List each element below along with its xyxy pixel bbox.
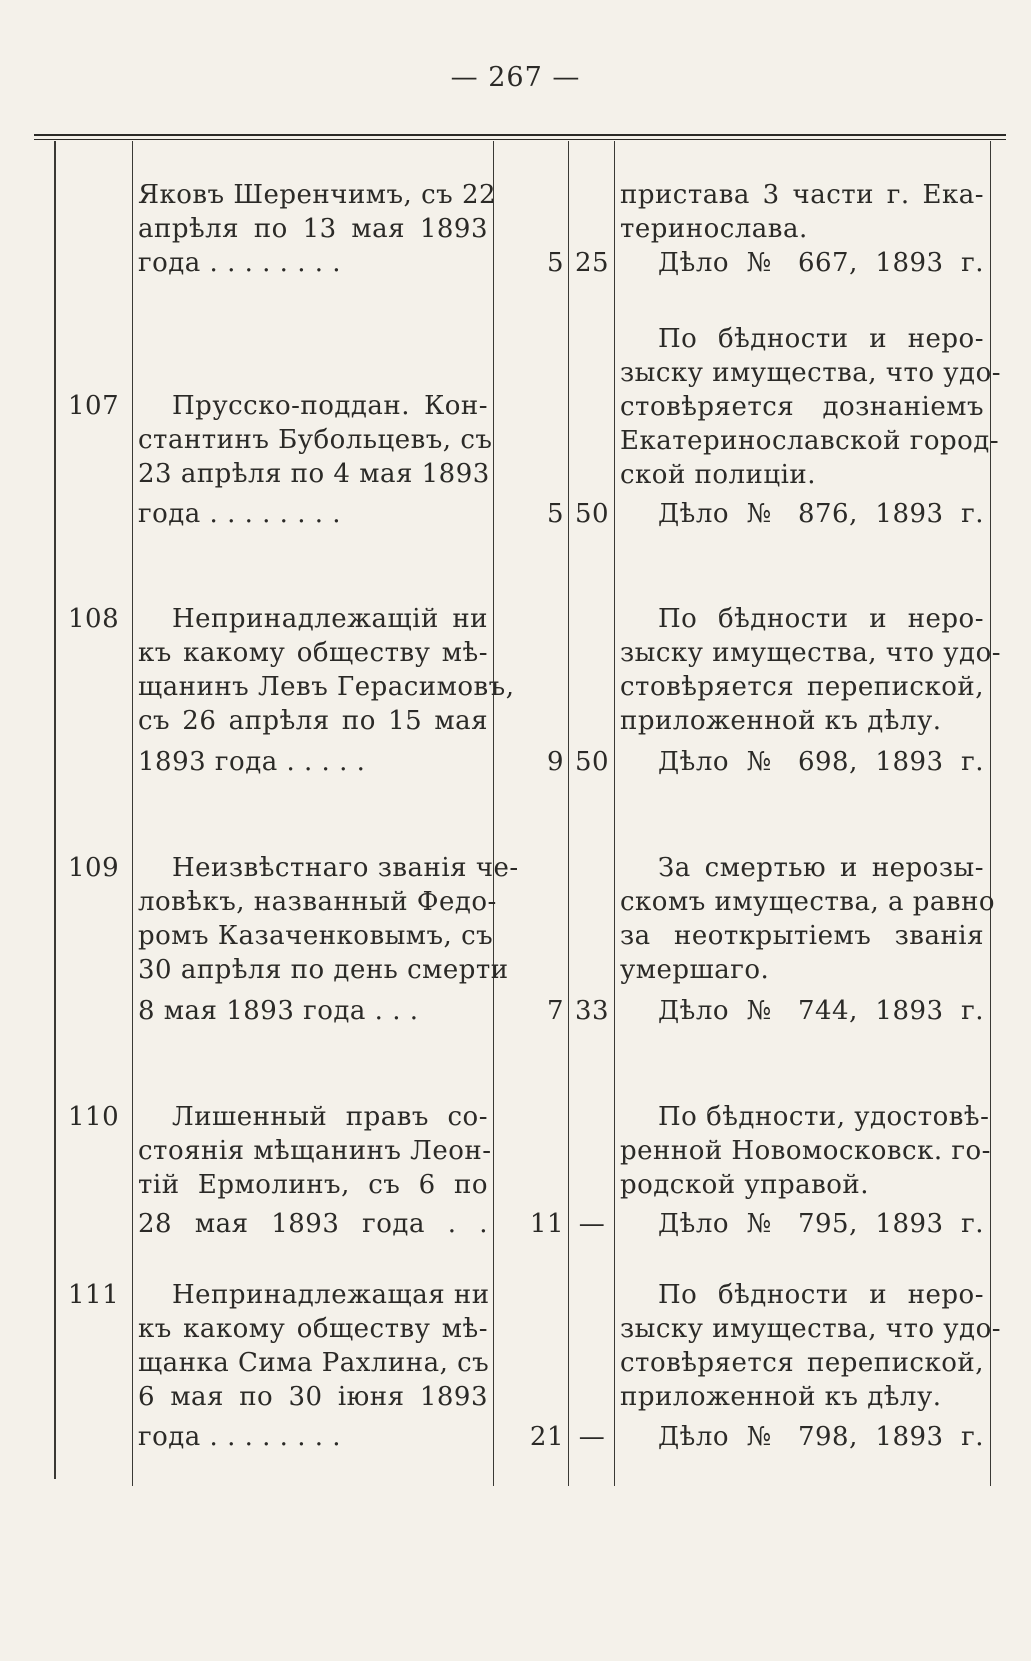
entry-number: 111 — [68, 1280, 120, 1310]
entry-description-line: 23 апрѣля по 4 мая 1893 — [138, 459, 490, 489]
entry-description-line: Лишенный правъ со- — [172, 1102, 488, 1132]
entry-kopecks: — — [578, 1209, 606, 1239]
column-rule-kopecks — [614, 141, 615, 1486]
entry-description-line: къ какому обществу мѣ- — [138, 638, 488, 668]
entry-note-line: пристава 3 части г. Ека- — [620, 180, 984, 210]
entry-description-line: щанинъ Левъ Герасимовъ, — [138, 672, 515, 702]
entry-number: 110 — [68, 1102, 120, 1132]
entry-description-line: года . . . . . . . . — [138, 499, 342, 529]
entry-note-line: приложенной къ дѣлу. — [620, 706, 942, 736]
entry-rubles: 5 — [546, 499, 564, 529]
entry-description-line: года . . . . . . . . — [138, 1422, 342, 1452]
entry-description-line: щанка Сима Рахлина, съ — [138, 1348, 490, 1378]
entry-note-line: Екатеринославской город- — [620, 426, 1000, 456]
entry-note-line: стовѣряется дознаніемъ — [620, 392, 984, 422]
entry-description-line: стантинъ Бубольцевъ, съ — [138, 425, 493, 455]
entry-description-line: стоянія мѣщанинъ Леон- — [138, 1136, 492, 1166]
entry-note-line: По бѣдности и неро- — [658, 1280, 984, 1310]
entry-description-line: съ 26 апрѣля по 15 мая — [138, 706, 488, 736]
entry-description-line: ромъ Казаченковымъ, съ — [138, 921, 494, 951]
entry-note-line: ской полиціи. — [620, 460, 817, 490]
entry-case-reference: Дѣло № 876, 1893 г. — [658, 499, 984, 529]
entry-kopecks: 33 — [574, 996, 610, 1026]
entry-case-reference: Дѣло № 698, 1893 г. — [658, 747, 984, 777]
entry-case-reference: Дѣло № 667, 1893 г. — [658, 248, 984, 278]
entry-rubles: 9 — [546, 747, 564, 777]
entry-description-line: тій Ермолинъ, съ 6 по — [138, 1170, 488, 1200]
entry-kopecks: 50 — [574, 747, 610, 777]
entry-description-line: Яковъ Шеренчимъ, съ 22 — [138, 180, 497, 210]
entry-note-line: стовѣряется перепиской, — [620, 1348, 984, 1378]
entry-description-line: 6 мая по 30 іюня 1893 — [138, 1382, 488, 1412]
entry-note-line: зыску имущества, что удо- — [620, 1314, 1002, 1344]
column-rule-right — [990, 141, 991, 1486]
entry-kopecks: 50 — [574, 499, 610, 529]
entry-description-line: Неизвѣстнаго званія че- — [172, 853, 519, 883]
entry-rubles: 5 — [546, 248, 564, 278]
entry-note-line: По бѣдности и неро- — [658, 324, 984, 354]
entry-note-line: За смертью и нерозы- — [658, 853, 984, 883]
entry-case-reference: Дѣло № 795, 1893 г. — [658, 1209, 984, 1239]
column-rule-rubles — [568, 141, 569, 1486]
column-rule-description — [493, 141, 494, 1486]
column-rule-number — [132, 141, 133, 1486]
entry-description-line: года . . . . . . . . — [138, 248, 342, 278]
entry-description-line: 30 апрѣля по день смерти — [138, 955, 509, 985]
entry-note-line: за неоткрытіемъ званія — [620, 921, 984, 951]
entry-note-line: ренной Новомосковск. го- — [620, 1136, 991, 1166]
entry-note-line: скомъ имущества, а равно — [620, 887, 996, 917]
entry-description-line: Непринадлежащая ни — [172, 1280, 490, 1310]
entry-description-line: апрѣля по 13 мая 1893 — [138, 214, 488, 244]
column-rule-left — [54, 141, 56, 1479]
entry-note-line: родской управой. — [620, 1170, 870, 1200]
entry-note-line: зыску имущества, что удо- — [620, 638, 1002, 668]
entry-note-line: По бѣдности, удостовѣ- — [658, 1102, 990, 1132]
entry-rubles: 21 — [529, 1422, 564, 1452]
entry-description-line: ловѣкъ, названный Федо- — [138, 887, 497, 917]
entry-number: 109 — [68, 853, 120, 883]
entry-number: 107 — [68, 391, 120, 421]
entry-rubles: 11 — [529, 1209, 564, 1239]
entry-number: 108 — [68, 604, 120, 634]
entry-description-line: 1893 года . . . . . — [138, 747, 366, 777]
page-number: — 267 — — [450, 62, 581, 93]
entry-kopecks: — — [578, 1422, 606, 1452]
entry-note-line: приложенной къ дѣлу. — [620, 1382, 942, 1412]
entry-kopecks: 25 — [574, 248, 610, 278]
entry-description-line: Прусско-поддан. Кон- — [172, 391, 488, 421]
entry-case-reference: Дѣло № 798, 1893 г. — [658, 1422, 984, 1452]
entry-note-line: зыску имущества, что удо- — [620, 358, 1002, 388]
entry-note-line: По бѣдности и неро- — [658, 604, 984, 634]
entry-rubles: 7 — [546, 996, 564, 1026]
header-rule-thin — [34, 139, 1006, 140]
entry-note-line: стовѣряется перепиской, — [620, 672, 984, 702]
entry-description-line: Непринадлежащій ни — [172, 604, 488, 634]
entry-description-line: 28 мая 1893 года . . — [138, 1209, 488, 1239]
entry-note-line: теринослава. — [620, 214, 808, 244]
header-rule — [34, 134, 1006, 136]
entry-description-line: къ какому обществу мѣ- — [138, 1314, 488, 1344]
entry-note-line: умершаго. — [620, 955, 770, 985]
entry-description-line: 8 мая 1893 года . . . — [138, 996, 419, 1026]
entry-case-reference: Дѣло № 744, 1893 г. — [658, 996, 984, 1026]
